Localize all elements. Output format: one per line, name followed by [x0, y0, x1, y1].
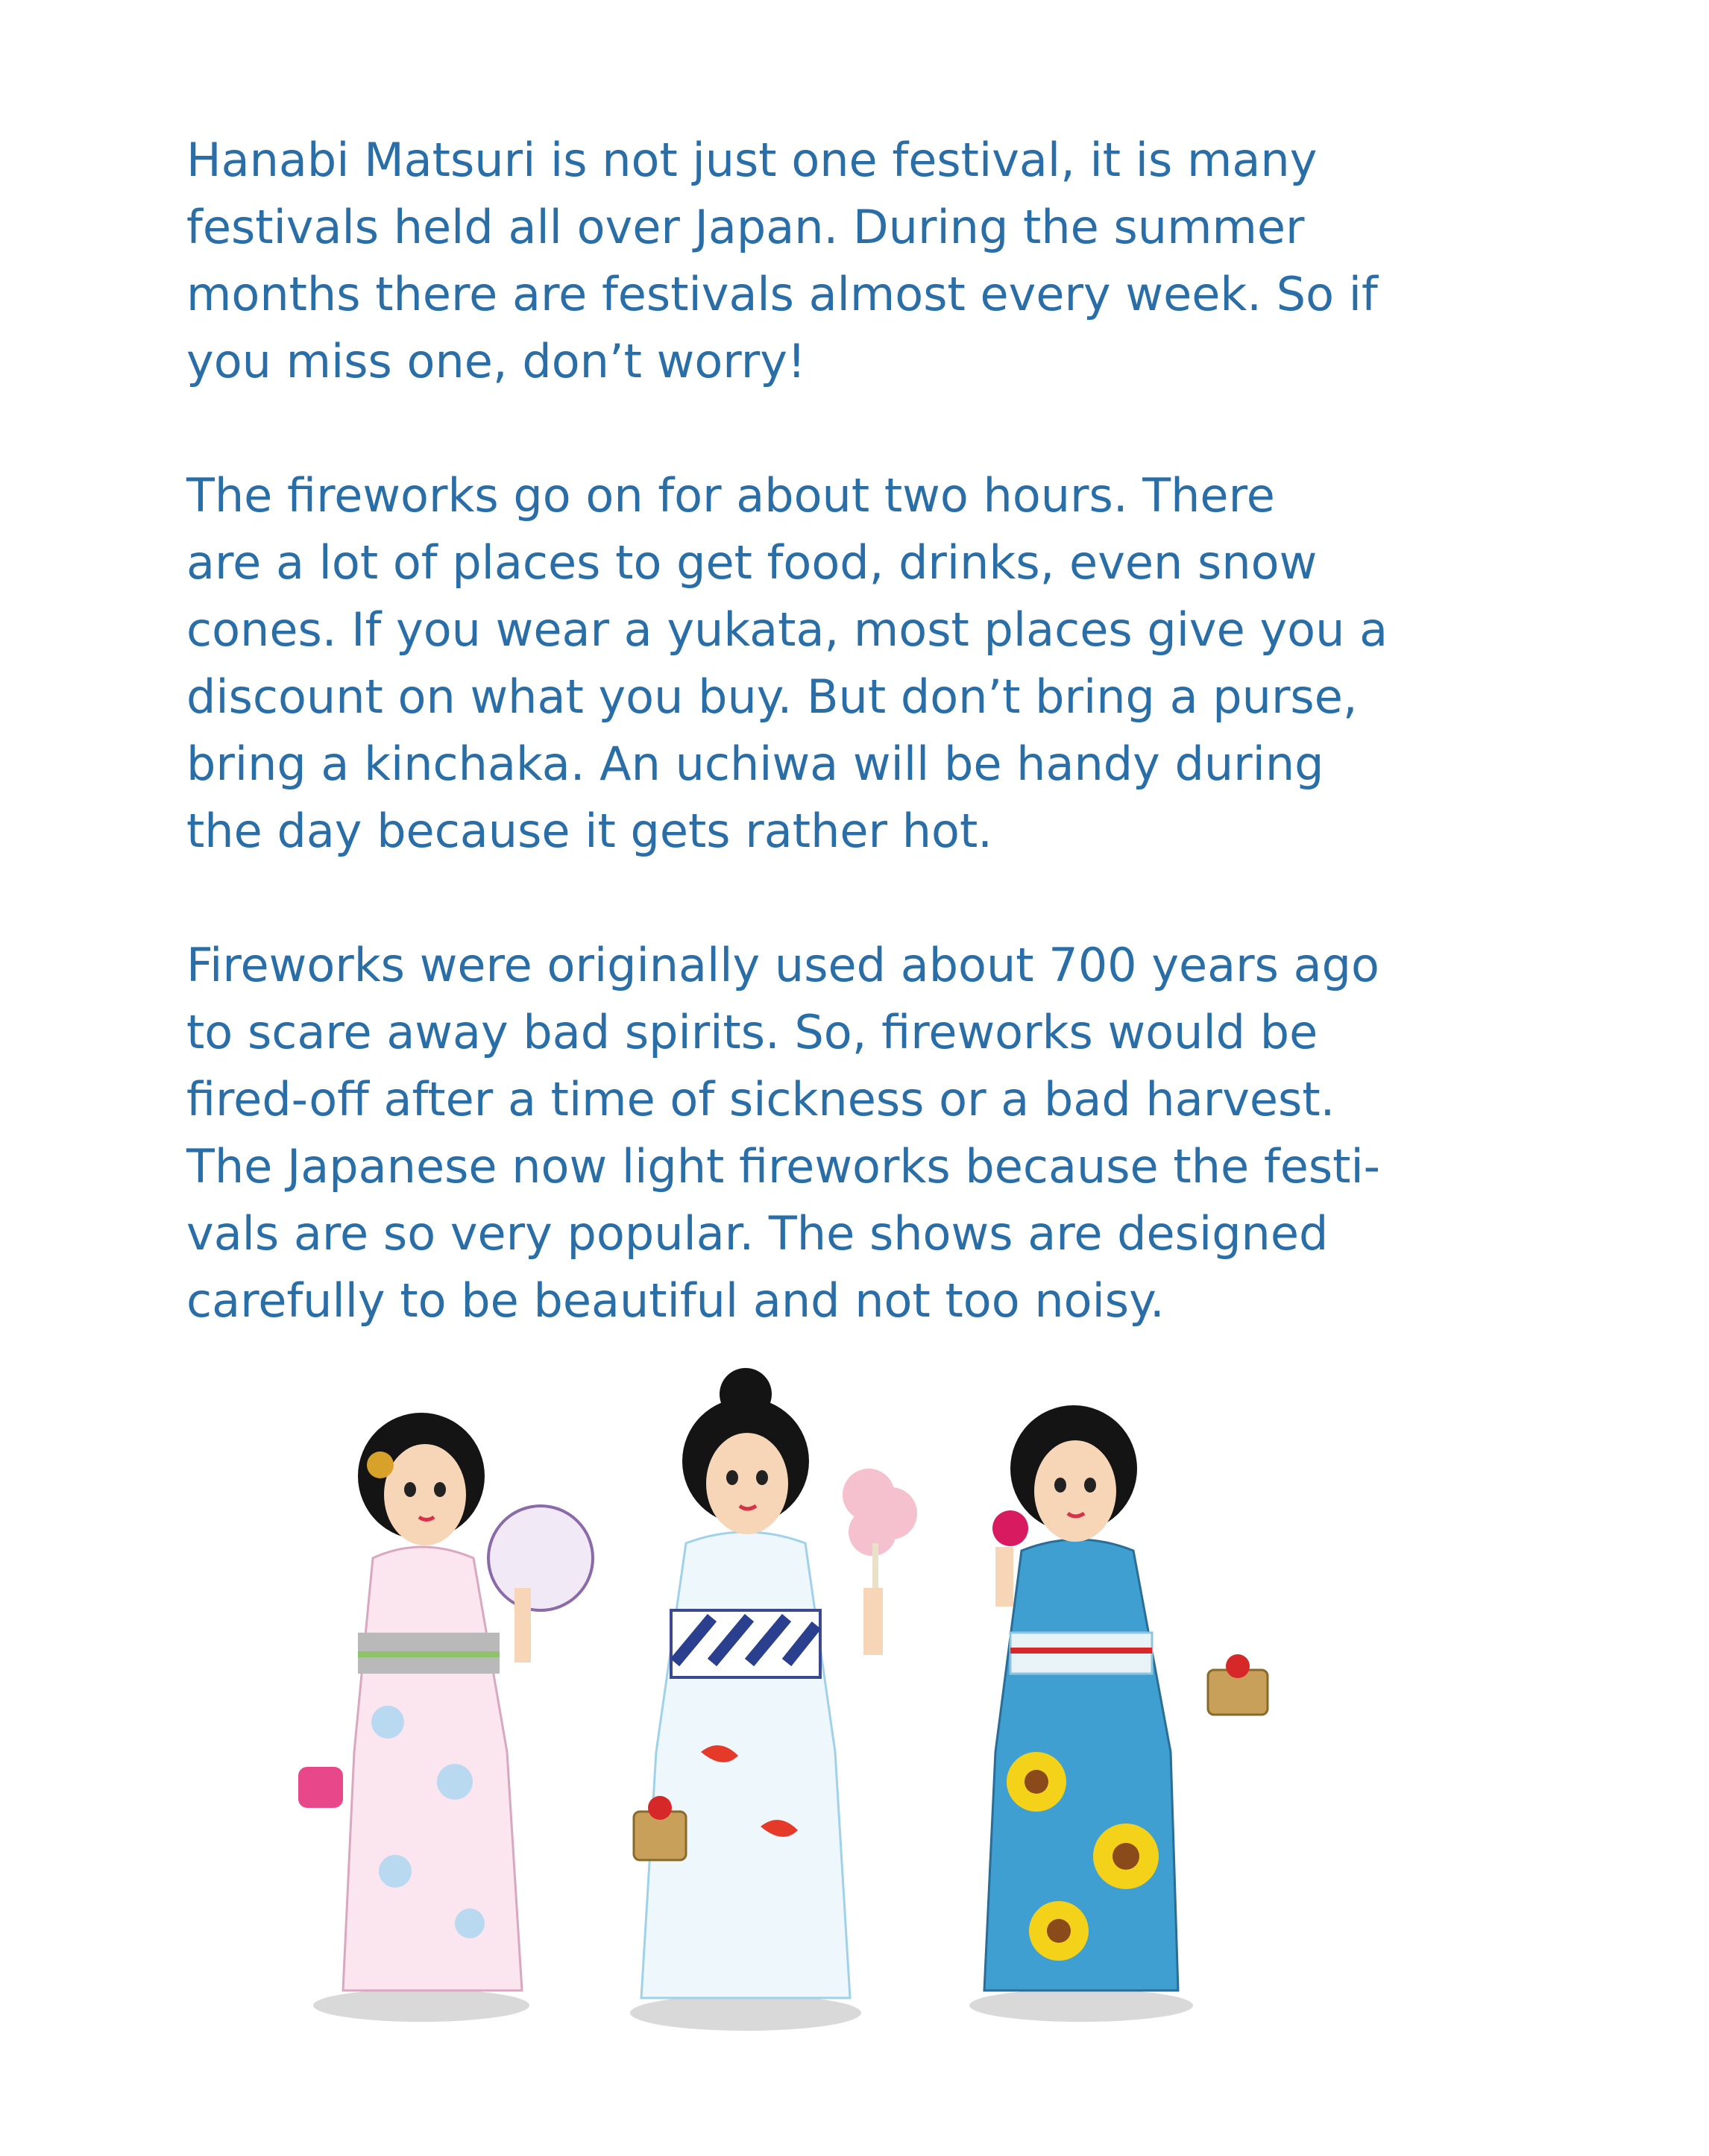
shadow-right — [969, 1989, 1193, 2022]
shadow-left — [313, 1989, 529, 2022]
girl-left — [298, 1413, 593, 1990]
paragraph-3: Fireworks were originally used about 700 years ago to scare away bad spirits. So, fireworks would be fired-off after a time of sickness or a bad harvest. The Japanese now light fireworks because the festi- vals are so very popular. The shows are designed carefully to be beautiful and not too noisy. — [186, 938, 1381, 1328]
girl-right — [984, 1405, 1268, 1990]
girl-middle — [634, 1368, 917, 1998]
shadow-middle — [630, 1995, 861, 2031]
body-text — [186, 127, 1543, 1402]
yukata-girls-illustration — [283, 1364, 1327, 2050]
paragraph-2: The fireworks go on for about two hours. There are a lot of places to get food, drinks, even snow cones. If you wear a yukata, most places give you a discount on what you buy. But don’t bring a purse, bring a kinchaka. An uchiwa will be handy during the day because it gets rather hot. — [186, 468, 1388, 858]
paragraph-1: Hanabi Matsuri is not just one festival, it is many festivals held all over Japan. During the summer months there are festivals almost every week. So if you miss one, don’t worry! — [186, 133, 1378, 388]
